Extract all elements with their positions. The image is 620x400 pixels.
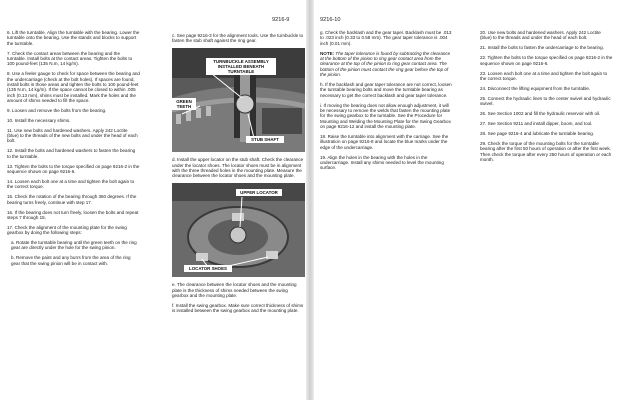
step-15: 15. Check the rotation of the bearing through 360 degrees. If the bearing turns freely, continue with step 17. [7,194,137,205]
locator-photo-image [172,183,305,277]
step-17c: c. See page 9216-3 for the alignment tools. Use the turnbuckle to fasten the stub shaft against the ring gear. [172,33,304,44]
label-locator-shoes: LOCATOR SHOES [184,265,232,272]
step-28: 28. See page 9216-4 and lubricate the turntable bearing. [480,130,595,136]
label-turnbuckle-assembly: TURNBUCKLE ASSEMBLY INSTALLED BENEATH TURNTABLE [206,58,276,75]
locator-photo [172,183,305,277]
step-19: 19. Align the holes in the bearing with the holes in the undercarriage. Install any shims needed to level the mounting surface. [320,154,444,171]
step-9: 9. Loosen and remove the bolts from the bearing. [7,107,107,113]
step-26: 26. See Section 1002 and fill the hydraulic reservoir with oil. [480,111,601,116]
step-11: 11. Use new bolts and hardened washers. Apply 242 Loctite (blue) to the threads of the new bolts and under the head of each bolt. [7,127,138,144]
step-13: 13. Tighten the bolts to the torque specified on page 9216-2 in the sequence shown on page 9216-6. [7,163,140,175]
step-23: 23. Loosen each bolt one at a time and tighten the bolt again to the correct torque. [480,70,608,81]
step-21: 21. Install the bolts to fasten the undercarriage to the bearing. [480,45,604,51]
step-17f: f. Install the swing gearbox. Make sure correct thickness of shims is installed between the swing gearbox and the mounting plate. [172,302,304,314]
step-8: 8. Use a feeler gauge to check for space between the bearing and the undercarriage (check at the bolt holes). If spaces are found, install bolts in those areas and tighten the bolts to 100 pound-feet (135 N.m, 14 kg/m). If the space cannot be closed to within .005 inch (0.13 mm), shims must be installed. Mark the holes and the amount of shims needed to fill the space. [7,71,140,103]
step-10: 10. Install the necessary shims. [7,117,71,123]
left-page-column-1 [7,30,140,271]
turnbuckle-photo [172,48,305,152]
step-16: 16. If the bearing does not turn freely, loosen the bolts and repeat steps 7 through 15. [7,209,139,220]
step-17b: b. Remove the paint and any burrs from the area of the ring gear that the swing pinion will be in contact with. [11,255,131,266]
step-25: 25. Connect the hydraulic lines to the center swivel and hydraulic swivel. [480,95,611,107]
step-7: 7. Check the contact areas between the bearing and the turntable. Install bolts at the contact areas. Tighten the bolts to 100 pound-feet (135 N.m, 14 kg/m). [7,50,133,67]
step-12: 12. Install the bolts and hardened washers to fasten the bearing to the turntable. [7,148,136,159]
step-17d: d. Install the upper locator on the stub shaft. Check the clearance under the locator shoes. The locator shoes must be in alignment with the three threaded holes in the mounting plate. Measure the clearance between the locator shoes and the mounting plate. [172,157,304,179]
step-17i: i. If moving the bearing does not allow enough adjustment, it will be necessary to remove the welds that fasten the mounting plate for the swing gearbox to the turntable. See the Procedure for Mounting and Welding the Mounting Plate for the Swing Gearbox on page 9216-12 and install the mounting plate. [320,102,451,129]
step-24: 24. Disconnect the lifting equipment from the turntable. [480,85,591,91]
left-page [0,0,306,400]
step-17: 17. Check the alignment of the mounting plate for the swing gearbox by doing the following steps: [7,224,127,236]
note-text: The taper tolerance is found by subtracting the clearance at the bottom of the pinion to ring gear contact area from the clearance at the top of the pinion to ring gear contact area. The bottom of the pinion must contact the ring gear before the top of the pinion. [320,50,451,77]
page-number: 9216-10 [320,17,341,23]
book-gutter [306,0,314,400]
note-label: NOTE: [320,50,335,56]
right-page-column-1 [320,30,453,175]
note-paragraph [320,51,453,78]
right-page [314,0,620,400]
step-17a: a. Rotate the turntable bearing until the green teeth on the ring gear are directly under the hole for the swing pinion. [11,240,137,251]
step-17h: h. If the backlash and gear taper tolerance are not correct, loosen the turntable bearing bolts and move the turntable bearing as necessary to get the correct backlash and gear taper tolerance. [320,81,452,98]
step-17e: e. The clearance between the locator shoes and the mounting plate is the thickness of shims needed between the swing gearbox and the mounting plate. [172,282,297,298]
step-29: 29. Check the torque of the mounting bolts for the turntable bearing after the first 50 hours of operation or after the first week. Then check the torque after every 250 hours of operation or each month. [480,140,612,162]
left-page-column-2 [172,33,305,318]
step-20: 20. Use new bolts and hardened washers. Apply 242 Loctite (blue) to the threads and under the head of each bolt. [480,30,601,41]
page-number: 9216-9 [272,17,290,23]
step-14: 14. Loosen each bolt one at a time and tighten the bolt again to the correct torque. [7,178,135,190]
right-page-column-2 [480,30,613,167]
step-22: 22. Tighten the bolts to the torque specified on page 9216-2 in the sequence shown on page 9216-6. [480,55,613,66]
label-upper-locator: UPPER LOCATOR [236,189,282,196]
step-18: 18. Raise the turntable into alignment with the carriage. See the illustration on page 9216-8 and locate the blue marks under the edge of the undercarriage. [320,133,449,150]
step-27: 27. See Section 9211 and install dipper, boom, and tool. [480,120,593,126]
label-green-teeth: GREEN TEETH [172,98,196,110]
step-6: 6. Lift the turntable. Align the turntable with the bearing. Lower the turntable onto the bearing. Use the stands and blocks to support the turntable. [7,30,140,46]
step-17g: g. Check the backlash and the gear taper. Backlash must be .013 to .023 inch (0.33 to 0.58 mm). The gear taper tolerance is .004 inch (0.01 mm). [320,30,452,46]
label-stub-shaft: STUB SHAFT [246,136,284,143]
